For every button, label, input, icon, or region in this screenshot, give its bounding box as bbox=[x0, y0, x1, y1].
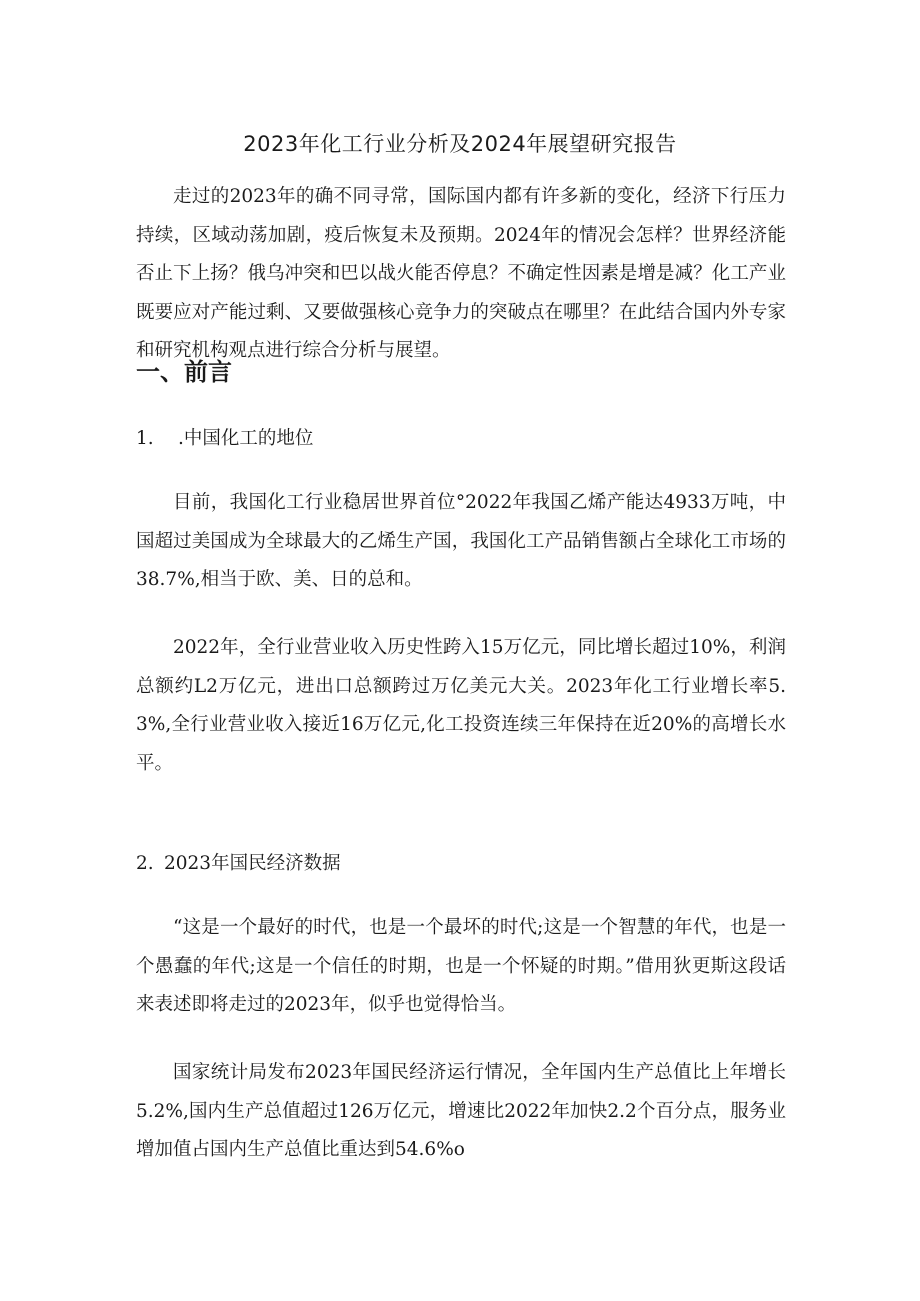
subsection-heading-1 bbox=[136, 424, 313, 450]
paragraph-national-statistics: 国家统计局发布2023年国民经济运行情况，全年国内生产总值比上年增长5.2%,国内生产总值超过126万亿元，增速比2022年加快2.2个百分点，服务业增加值占国内生产总值比重达到54.6%o bbox=[136, 1062, 786, 1160]
paragraph-china-chemical-status: 目前，我国化工行业稳居世界首位°2022年我国乙烯产能达4933万吨，中国超过美国成为全球最大的乙烯生产国，我国化工产品销售额占全球化工市场的38.7%,相当于欧、美、日的总和。 bbox=[136, 492, 786, 590]
subsection-title: 2023年国民经济数据 bbox=[164, 853, 341, 874]
subsection-heading-2 bbox=[136, 849, 341, 875]
intro-paragraph: 走过的2023年的确不同寻常，国际国内都有许多新的变化，经济下行压力持续，区域动荡加剧，疫后恢复未及预期。2024年的情况会怎样？世界经济能否止下上扬？俄乌冲突和巴以战火能否停息？不确定性因素是增是减？化工产业既要应对产能过剩、又要做强核心竞争力的突破点在哪里？在此结合国内外专家和研究机构观点进行综合分析与展望。 bbox=[136, 186, 786, 361]
subsection-title: .中国化工的地位 bbox=[178, 428, 314, 449]
subsection-number: 1. bbox=[136, 428, 154, 449]
document-title: 2023年化工行业分析及2024年展望研究报告 bbox=[243, 132, 677, 156]
section-heading-preface: 一、前言 bbox=[136, 358, 232, 386]
subsection-number: 2. bbox=[136, 853, 154, 874]
paragraph-2022-revenue: 2022年，全行业营业收入历史性跨入15万亿元，同比增长超过10%，利润总额约L2万亿元，进出口总额跨过万亿美元大关。2023年化工行业增长率5.3%,全行业营业收入接近16万亿元,化工投资连续三年保持在近20%的高增长水平。 bbox=[136, 637, 786, 774]
paragraph-dickens-quote: “这是一个最好的时代，也是一个最坏的时代;这是一个智慧的年代，也是一个愚蠢的年代;这是一个信任的时期，也是一个怀疑的时期。”借用狄更斯这段话来表述即将走过的2023年，似乎也觉得恰当。 bbox=[136, 917, 786, 1015]
